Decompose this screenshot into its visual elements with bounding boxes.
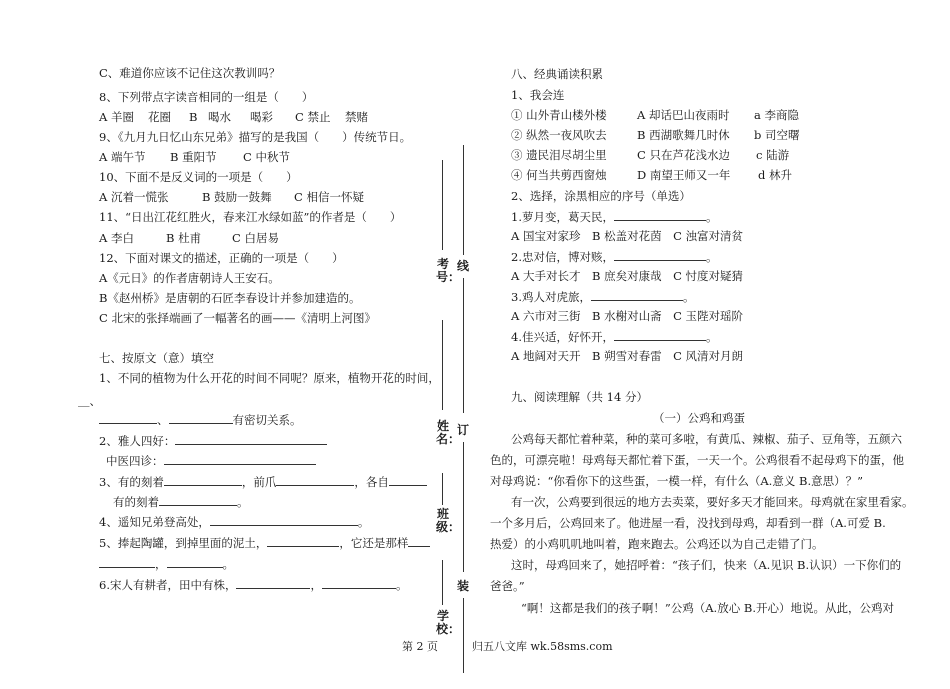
q12-option: C 北宋的张择端画了一幅著名的画——《清明上河图》 (99, 311, 376, 325)
label-exam-number: 考号： (436, 257, 461, 284)
passage-line: 一个多月后，公鸡回来了。他进屋一看，没找到母鸡，却看到一群（A.可爱 B. (490, 516, 886, 530)
choice-options: A 地阔对天开 B 朔雪对春雷 C 风清对月朗 (511, 349, 744, 363)
answer-blank[interactable] (267, 535, 339, 547)
cut-mark-ding: 订 (456, 423, 469, 437)
s7-q2a (99, 433, 327, 448)
q10-option: A 沉着一慌张 (99, 190, 169, 204)
match-right: c 陆游 (756, 148, 790, 162)
choice-stem (511, 209, 717, 224)
cut-mark-xian: 线 (456, 259, 469, 273)
q11-stem: 11、“日出江花红胜火，春来江水绿如蓝”的作者是（ ） (99, 210, 402, 224)
passage-title: （一）公鸡和鸡蛋 (653, 411, 745, 425)
answer-blank[interactable] (614, 209, 706, 221)
s7-q3b (113, 494, 249, 509)
s7-q6-mid: ， (310, 578, 322, 592)
passage-line: “啊！这都是我们的孩子啊！”公鸡（A.放心 B.开心）地说。从此，公鸡对 (521, 601, 894, 615)
passage-line: 有一次，公鸡要到很远的地方去卖菜，要好多天才能回来。母鸡就在家里看家。 (511, 495, 914, 509)
s7-q5 (99, 535, 430, 550)
cut-mark-zhuang: 装 (456, 579, 469, 593)
q9-option: B 重阳节 (170, 150, 217, 164)
match-left: ③ 遗民泪尽胡尘里 (511, 148, 607, 162)
passage-line: 色的，可漂亮啦！母鸡每天都忙着下蛋，一天一个。公鸡很看不起母鸡下的蛋，他 (490, 453, 904, 467)
match-left: ④ 何当共剪西窗烛 (511, 168, 607, 182)
separator: 、 (157, 413, 169, 427)
s7-q3a-label: 3、有的刻着 (99, 475, 164, 489)
q12-option: B《赵州桥》是唐朝的石匠李春设计并参加建造的。 (99, 291, 361, 305)
answer-blank[interactable] (408, 535, 430, 547)
label-rule (442, 160, 443, 250)
choice-options: A 国宝对家珍 B 松盖对花茵 C 浊富对清贫 (511, 229, 744, 243)
q8-option: B (189, 110, 198, 124)
match-right: b 司空曙 (754, 128, 800, 142)
section9-title: 九、阅读理解（共 14 分） (511, 390, 648, 404)
choice-stem-end: 。 (682, 290, 695, 304)
s7-q1-line2 (99, 412, 302, 427)
q9-option: C 中秋节 (243, 150, 290, 164)
choice-stem-text: 1.萝月变，葛天民， (511, 210, 614, 224)
s7-q2b (106, 453, 316, 468)
s7-q3a (99, 474, 427, 489)
s7-q2a-label: 2、雅人四好： (99, 434, 176, 448)
choice-stem (511, 329, 717, 344)
s7-q5-label: 5、捧起陶罐，到掉里面的泥土， (99, 536, 268, 550)
choice-options: A 大手对长才 B 庶矣对康哉 C 忖度对疑猜 (511, 269, 744, 283)
passage-line: 公鸡每天都忙着种菜，种的菜可多啦，有黄瓜、辣椒、茄子、豆角等，五颜六 (511, 432, 902, 446)
q11-option: A 李白 (99, 231, 134, 245)
match-right: a 李商隐 (754, 108, 800, 122)
s7-q1-line1: 1、不同的植物为什么开花的时间不同呢？原来，植物开花的时间， (99, 371, 440, 385)
match-middle: D 南望王师又一年 (637, 168, 731, 182)
s7-q6-label: 6.宋人有耕者，田中有株， (99, 578, 237, 592)
answer-blank[interactable] (167, 556, 223, 568)
q8-option: 喝水 (208, 110, 231, 124)
s7-q3a-end: ，各自 (354, 475, 389, 489)
passage-line: 这时，母鸡回来了，她招呼着：“孩子们，快来（A.见识 B.认识）一下你们的 (511, 558, 902, 572)
separator: ， (155, 557, 167, 571)
label-school: 学校： (436, 609, 461, 636)
s7-q2b-label: 中医四诊： (106, 454, 164, 468)
q8-option: 花圈 (148, 110, 171, 124)
q8-option: C 禁止 (295, 110, 331, 124)
q8-option: 喝彩 (250, 110, 273, 124)
passage-line: 爸爸。” (490, 579, 525, 593)
match-right: d 林升 (758, 168, 793, 182)
s7-q5-end: 。 (222, 557, 234, 571)
answer-blank[interactable] (175, 433, 327, 445)
answer-blank[interactable] (322, 577, 396, 589)
s7-q5-cont (99, 556, 234, 571)
q11-option: B 杜甫 (166, 231, 202, 245)
q8-option: 禁赌 (345, 110, 368, 124)
label-name: 姓名： (436, 419, 461, 446)
label-rule (442, 560, 443, 605)
q7-option-c: C、难道你应该不记住这次教训吗？ (99, 66, 281, 80)
s8-sub1: 1、我会连 (511, 88, 565, 102)
s7-q3b-end: 。 (237, 495, 249, 509)
s7-q5-mid: ，它还是那样 (339, 536, 409, 550)
answer-blank[interactable] (276, 474, 354, 486)
answer-blank[interactable] (164, 474, 242, 486)
label-rule (442, 473, 443, 505)
section8-title: 八、经典诵读积累 (511, 67, 603, 81)
s7-q3a-mid: ，前爪 (241, 475, 277, 489)
choice-stem-end: 。 (705, 330, 718, 344)
binding-line (463, 278, 464, 413)
choice-stem-text: 2.忠对信，博对赅， (511, 250, 614, 264)
answer-blank[interactable] (164, 453, 316, 465)
s8-sub2: 2、选择，涂黑相应的序号（单选） (511, 189, 691, 203)
choice-stem-end: 。 (705, 210, 718, 224)
answer-blank[interactable] (591, 289, 683, 301)
q9-option: A 端午节 (99, 150, 146, 164)
s7-q4-end: 。 (357, 515, 370, 529)
binding-line (463, 145, 464, 255)
answer-blank[interactable] (99, 556, 155, 568)
answer-blank[interactable] (210, 514, 358, 526)
binding-line (463, 442, 464, 572)
match-left: ① 山外青山楼外楼 (511, 108, 607, 122)
s7-q4-label: 4、遥知兄弟登高处， (99, 515, 210, 529)
passage-line: 热爱）的小鸡叽叽地叫着，跑来跑去。公鸡还以为自己走错了门。 (490, 537, 824, 551)
label-class: 班级： (436, 507, 461, 534)
choice-stem-end: 。 (705, 250, 718, 264)
s7-q3b-label: 有的刻着 (113, 495, 159, 509)
answer-blank[interactable] (614, 249, 706, 261)
q10-option: C 相信一怀疑 (294, 190, 364, 204)
answer-blank[interactable] (236, 577, 310, 589)
s7-q6 (99, 577, 407, 592)
match-middle: C 只在芦花浅水边 (637, 148, 730, 162)
answer-blank[interactable] (389, 474, 427, 486)
q9-stem: 9、《九月九日忆山东兄弟》描写的是我国（ ）传统节日。 (99, 130, 412, 144)
answer-blank[interactable] (159, 494, 237, 506)
q8-stem: 8、下列带点字读音相同的一组是（ ） (99, 90, 314, 104)
section7-title: 七、按原文（意）填空 (99, 351, 214, 365)
match-middle: A 却话巴山夜雨时 (637, 108, 730, 122)
s7-q6-end: 。 (395, 578, 408, 592)
s7-q1-stray-mark: ＿、 (78, 394, 101, 408)
q10-stem: 10、下面不是反义词的一项是（ ） (99, 170, 298, 184)
choice-stem-text: 3.鸡人对虎旅， (511, 290, 591, 304)
choice-stem (511, 249, 717, 264)
answer-blank[interactable] (169, 412, 233, 424)
match-left: ② 纵然一夜风吹去 (511, 128, 607, 142)
q12-stem: 12、下面对课文的描述，正确的一项是（ ） (99, 251, 344, 265)
choice-stem-text: 4.佳兴适，好怀开， (511, 330, 614, 344)
choice-stem (511, 289, 694, 304)
q12-option: A《元日》的作者唐朝诗人王安石。 (99, 271, 280, 285)
s7-q4 (99, 514, 369, 529)
answer-blank[interactable] (99, 412, 157, 424)
q10-option: B 鼓励一鼓舞 (202, 190, 272, 204)
q8-option: A 羊圈 (99, 110, 134, 124)
watermark-site: 归五八文库 wk.58sms.com (472, 640, 613, 653)
label-rule (442, 320, 443, 410)
page-number: 第 2 页 (402, 640, 438, 653)
passage-line: 对母鸡说：“你看你下的这些蛋，一模一样，有什么（A.意义 B.意思）？” (490, 474, 863, 488)
answer-blank[interactable] (614, 329, 706, 341)
s7-q1-end: 有密切关系。 (232, 413, 302, 427)
match-middle: B 西湖歌舞几时休 (637, 128, 730, 142)
q11-option: C 白居易 (232, 231, 279, 245)
binding-line (463, 598, 464, 673)
choice-options: A 六市对三街 B 水榭对山斋 C 玉陛对瑶阶 (511, 309, 744, 323)
